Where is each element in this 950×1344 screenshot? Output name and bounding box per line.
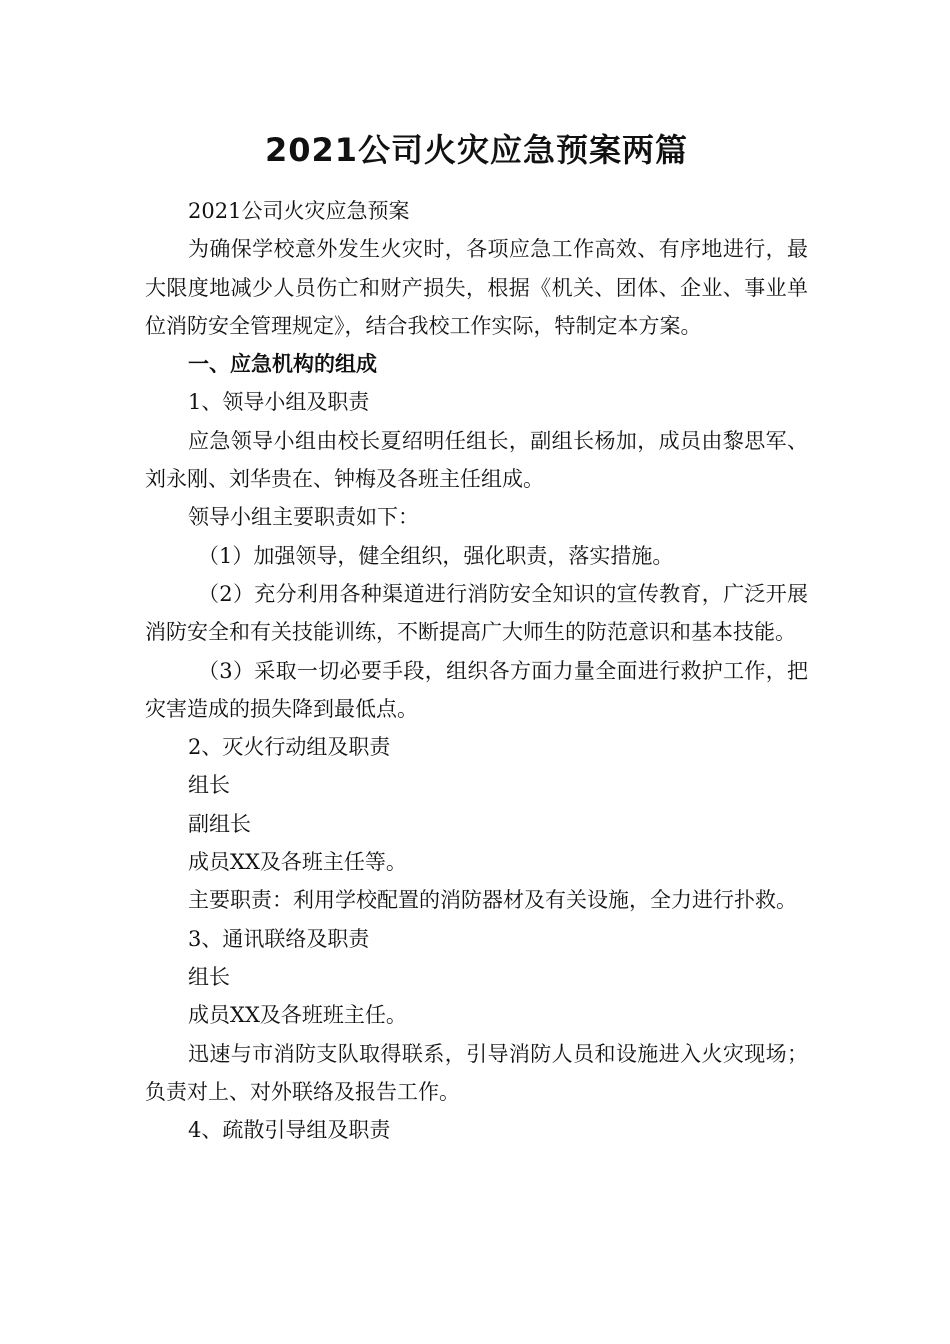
purpose-paragraph: 为确保学校意外发生火灾时，各项应急工作高效、有序地进行，最大限度地减少人员伤亡和财产损失，根据《机关、团体、企业、事业单位消防安全管理规定》，结合我校工作实际，特制定本方案。 bbox=[145, 237, 808, 338]
body-paragraph: 组长 bbox=[188, 964, 230, 989]
subsection-heading: 3、通讯联络及职责 bbox=[188, 926, 370, 951]
body-paragraph: 成员XX及各班班主任。 bbox=[188, 1003, 407, 1028]
list-item: （2）充分利用各种渠道进行消防安全知识的宣传教育，广泛开展消防安全和有关技能训练，不断提高广大师生的防范意识和基本技能。 bbox=[145, 581, 808, 645]
body-paragraph: 主要职责：利用学校配置的消防器材及有关设施，全力进行扑救。 bbox=[188, 888, 797, 913]
body-paragraph: 应急领导小组由校长夏绍明任组长，副组长杨加，成员由黎思军、刘永刚、刘华贵在、钟梅及各班主任组成。 bbox=[145, 428, 808, 492]
subsection-heading: 2、灭火行动组及职责 bbox=[188, 735, 391, 760]
body-paragraph: 领导小组主要职责如下： bbox=[188, 505, 419, 530]
body-paragraph: 副组长 bbox=[188, 811, 251, 836]
list-item: （3）采取一切必要手段，组织各方面力量全面进行救护工作，把灾害造成的损失降到最低点。 bbox=[145, 658, 808, 721]
subsection-heading: 1、领导小组及职责 bbox=[188, 390, 370, 415]
document-title: 2021公司火灾应急预案两篇 bbox=[264, 131, 689, 169]
body-paragraph: 组长 bbox=[188, 773, 230, 798]
subtitle-paragraph: 2021公司火灾应急预案 bbox=[188, 199, 410, 223]
subsection-heading: 4、疏散引导组及职责 bbox=[188, 1118, 391, 1143]
section-heading: 一、应急机构的组成 bbox=[188, 352, 377, 377]
list-item: （1）加强领导，健全组织，强化职责，落实措施。 bbox=[198, 543, 674, 568]
body-paragraph: 成员XX及各班主任等。 bbox=[188, 850, 407, 875]
body-paragraph: 迅速与市消防支队取得联系，引导消防人员和设施进入火灾现场；负责对上、对外联络及报告工作。 bbox=[145, 1041, 808, 1104]
